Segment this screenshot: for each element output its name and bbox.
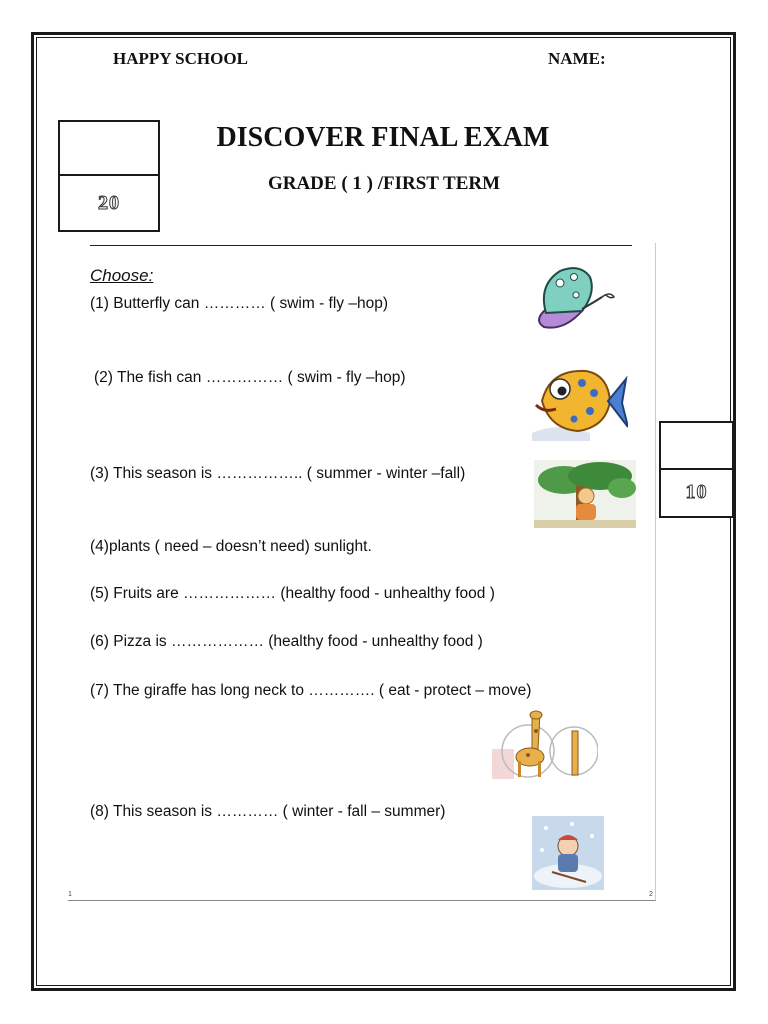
choose-heading: Choose: (90, 266, 154, 285)
question-3: (3) This season is …………….. ( summer - winter –fall) (90, 465, 466, 482)
question-5: (5) Fruits are ……………… (healthy food - unhealthy food ) (90, 585, 495, 602)
question-7: (7) The giraffe has long neck to …………. ( eat - protect – move) (90, 682, 532, 699)
section-score-blank (661, 423, 732, 470)
grade-term: GRADE ( 1 ) /FIRST TERM (267, 173, 501, 194)
school-name: HAPPY SCHOOL (113, 49, 248, 68)
giraffe-icon (492, 709, 598, 779)
total-score: 20 (98, 191, 120, 214)
footer-mark-right: 2 (649, 891, 653, 898)
question-2: (2) The fish can …………… ( swim - fly –hop) (94, 369, 406, 386)
question-4: (4)plants ( need – doesn’t need) sunlight. (90, 538, 372, 555)
worksheet (68, 243, 656, 901)
summer-tree-icon (534, 460, 636, 528)
score-blank (60, 122, 158, 176)
section-score-box (659, 421, 734, 518)
exam-title: DISCOVER FINAL EXAM (216, 122, 550, 153)
section-score: 10 (685, 481, 708, 504)
question-1: (1) Butterfly can ………… ( swim - fly –hop) (90, 295, 389, 312)
divider-line (90, 245, 632, 246)
question-8: (8) This season is ………… ( winter - fall – summer) (90, 803, 446, 820)
total-score-box (58, 120, 160, 232)
name-label: NAME: (548, 49, 606, 68)
fish-icon (530, 361, 628, 441)
footer-mark-left: 1 (68, 891, 72, 898)
question-6: (6) Pizza is ……………… (healthy food - unhealthy food ) (90, 633, 483, 650)
butterfly-icon (530, 263, 620, 333)
winter-scene-icon (532, 816, 604, 890)
